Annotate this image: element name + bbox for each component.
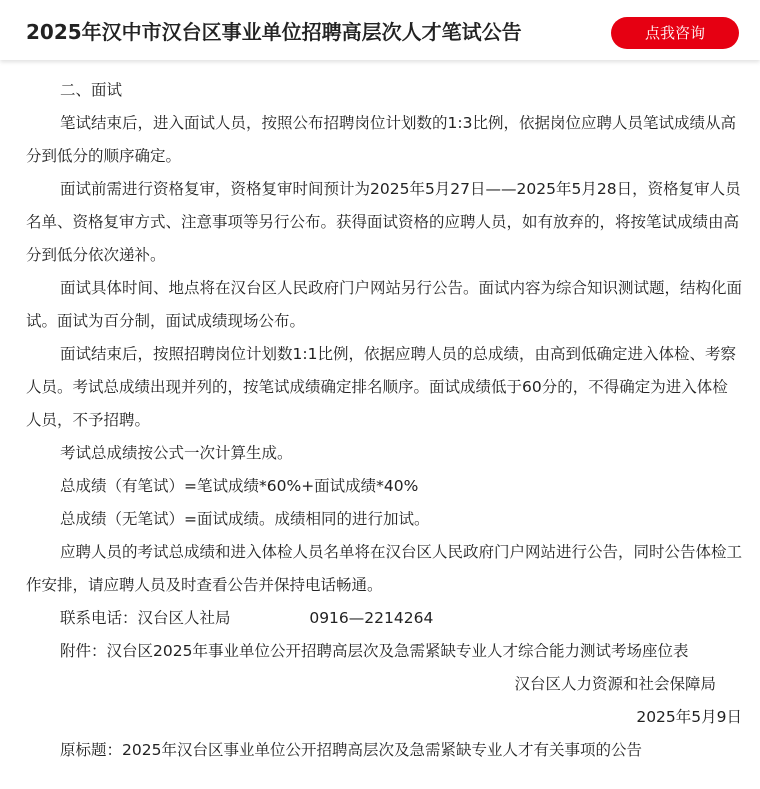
attachment-line: 附件：汉台区2025年事业单位公开招聘高层次及急需紧缺专业人才综合能力测试考场座位表 [60,642,689,660]
consult-button[interactable]: 点我咨询 [611,17,739,49]
page-title: 2025年汉中市汉台区事业单位招聘高层次人才笔试公告 [26,20,522,44]
paragraph-6: 应聘人员的考试总成绩和进入体检人员名单将在汉台区人民政府门户网站进行公告，同时公告体检工作安排，请应聘人员及时查看公告并保持电话畅通。 [26,543,743,594]
paragraph-5: 考试总成绩按公式一次计算生成。 [60,444,293,462]
page-header [0,0,760,60]
date: 2025年5月9日 [636,708,742,726]
paragraph-1: 笔试结束后，进入面试人员，按照公布招聘岗位计划数的1:3比例，依据岗位应聘人员笔试成绩从高分到低分的顺序确定。 [26,114,736,165]
paragraph-2: 面试前需进行资格复审，资格复审时间预计为2025年5月27日——2025年5月28日，资格复审人员名单、资格复审方式、注意事项等另行公布。获得面试资格的应聘人员，如有放弃的，将按笔试成绩由高分到低分依次递补。 [26,180,741,264]
contact-line: 联系电话：汉台区人社局 0916—2214264 [60,609,434,627]
section-heading: 二、面试 [60,81,123,99]
formula-without-exam: 总成绩（无笔试）=面试成绩。成绩相同的进行加试。 [60,510,430,528]
signature: 汉台区人力资源和社会保障局 [514,675,716,693]
paragraph-4: 面试结束后，按照招聘岗位计划数1:1比例，依据应聘人员的总成绩，由高到低确定进入体检、考察人员。考试总成绩出现并列的，按笔试成绩确定排名顺序。面试成绩低于60分的，不得确定为进入体检人员，不予招聘。 [26,345,736,429]
formula-with-exam: 总成绩（有笔试）=笔试成绩*60%+面试成绩*40% [60,477,419,495]
original-title: 原标题：2025年汉台区事业单位公开招聘高层次及急需紧缺专业人才有关事项的公告 [60,741,642,759]
paragraph-3: 面试具体时间、地点将在汉台区人民政府门户网站另行公告。面试内容为综合知识测试题，结构化面试。面试为百分制，面试成绩现场公布。 [26,279,743,330]
